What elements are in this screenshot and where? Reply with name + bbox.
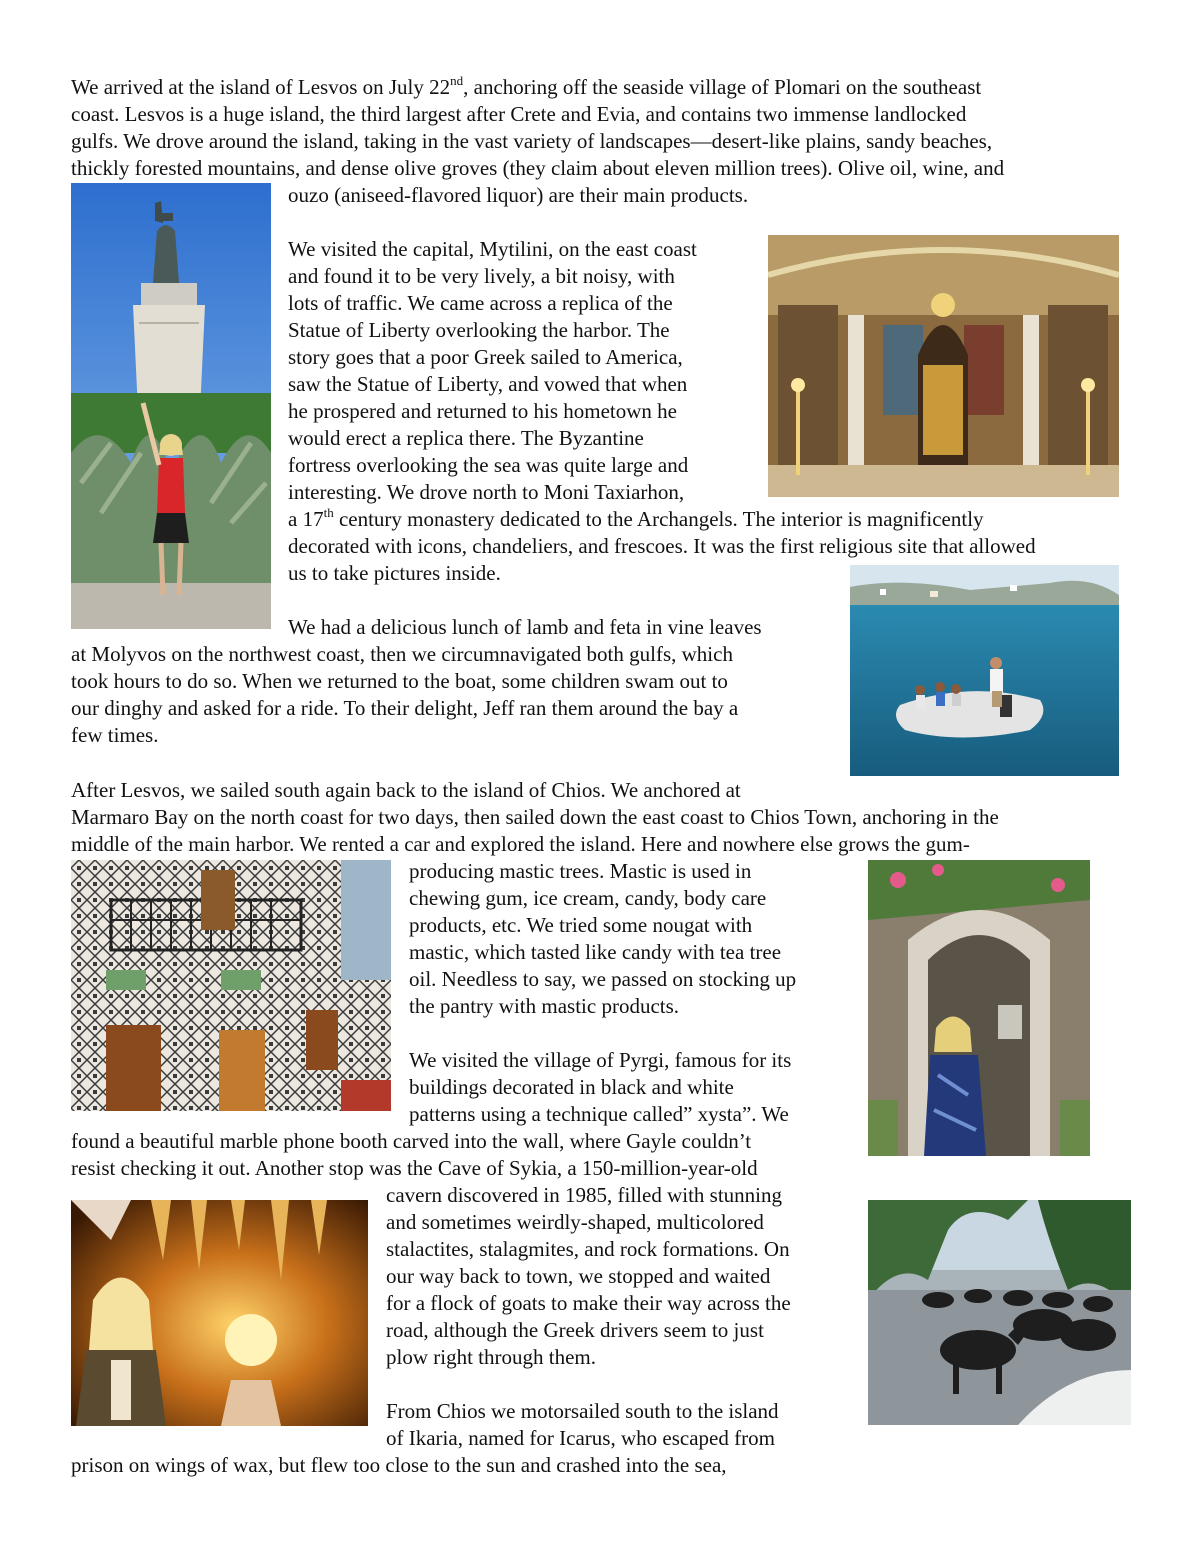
- text-line: mastic, which tasted like candy with tea tree: [409, 940, 782, 964]
- text-line: thickly forested mountains, and dense olive groves (they claim about eleven million trees). Olive oil, wine, and: [71, 156, 1005, 180]
- text-line: We visited the capital, Mytilini, on the east coast: [288, 237, 697, 261]
- text-line: After Lesvos, we sailed south again back to the island of Chios. We anchored at: [71, 778, 741, 802]
- text-line: saw the Statue of Liberty, and vowed that when: [288, 372, 688, 396]
- pyrgi-buildings-photo: [71, 860, 391, 1111]
- text-line: chewing gum, ice cream, candy, body care: [409, 886, 767, 910]
- text-line: decorated with icons, chandeliers, and frescoes. It was the first religious site that allowed: [288, 534, 1036, 558]
- text-line: us to take pictures inside.: [288, 561, 501, 585]
- text-line: of Ikaria, named for Icarus, who escaped from: [386, 1426, 775, 1450]
- text-line: oil. Needless to say, we passed on stocking up: [409, 967, 797, 991]
- text-line: and sometimes weirdly-shaped, multicolored: [386, 1210, 764, 1234]
- text-line: ouzo (aniseed-flavored liquor) are their main products.: [288, 183, 749, 207]
- text-line: prison on wings of wax, but flew too close to the sun and crashed into the sea,: [71, 1453, 727, 1477]
- goats-on-road-photo: [868, 1200, 1131, 1425]
- text-line: at Molyvos on the northwest coast, then we circumnavigated both gulfs, which: [71, 642, 733, 666]
- text-line: patterns using a technique called” xysta”. We: [409, 1102, 789, 1126]
- text-line: lots of traffic. We came across a replica of the: [288, 291, 673, 315]
- text-line: cavern discovered in 1985, filled with stunning: [386, 1183, 782, 1207]
- monastery-interior-photo: [768, 235, 1119, 497]
- text-line: We arrived at the island of Lesvos on July 22nd, anchoring off the seaside village of Plomari on the southeast: [71, 73, 982, 99]
- text-line: From Chios we motorsailed south to the island: [386, 1399, 779, 1423]
- text-line: took hours to do so. When we returned to the boat, some children swam out to: [71, 669, 728, 693]
- cave-of-sykia-photo: [71, 1200, 368, 1426]
- text-line: would erect a replica there. The Byzantine: [288, 426, 644, 450]
- text-line: our dinghy and asked for a ride. To their delight, Jeff ran them around the bay a: [71, 696, 739, 720]
- text-line: our way back to town, we stopped and waited: [386, 1264, 771, 1288]
- text-line: coast. Lesvos is a huge island, the third largest after Crete and Evia, and contains two immense landlocked: [71, 102, 967, 126]
- text-line: producing mastic trees. Mastic is used in: [409, 859, 752, 883]
- text-line: gulfs. We drove around the island, taking in the vast variety of landscapes—desert-like plains, sandy beaches,: [71, 129, 993, 153]
- text-line: fortress overlooking the sea was quite large and: [288, 453, 689, 477]
- text-line: We visited the village of Pyrgi, famous for its: [409, 1048, 792, 1072]
- text-line: resist checking it out. Another stop was the Cave of Sykia, a 150-million-year-old: [71, 1156, 758, 1180]
- text-line: products, etc. We tried some nougat with: [409, 913, 753, 937]
- text-line: he prospered and returned to his hometown he: [288, 399, 677, 423]
- text-line: few times.: [71, 723, 159, 747]
- text-line: road, although the Greek drivers seem to just: [386, 1318, 764, 1342]
- text-line: and found it to be very lively, a bit noisy, with: [288, 264, 675, 288]
- text-line: interesting. We drove north to Moni Taxiarhon,: [288, 480, 685, 504]
- text-line: story goes that a poor Greek sailed to America,: [288, 345, 683, 369]
- text-line: plow right through them.: [386, 1345, 596, 1369]
- text-line: Statue of Liberty overlooking the harbor. The: [288, 318, 670, 342]
- text-line: for a flock of goats to make their way across the: [386, 1291, 791, 1315]
- text-line: Marmaro Bay on the north coast for two days, then sailed down the east coast to Chios Town, anchoring in the: [71, 805, 999, 829]
- statue-of-liberty-photo: [71, 183, 271, 629]
- text-line: We had a delicious lunch of lamb and feta in vine leaves: [288, 615, 762, 639]
- text-line: the pantry with mastic products.: [409, 994, 680, 1018]
- text-line: middle of the main harbor. We rented a car and explored the island. Here and nowhere else grows the gum-: [71, 832, 970, 856]
- text-line: a 17th century monastery dedicated to the Archangels. The interior is magnificently: [288, 505, 984, 531]
- text-line: stalactites, stalagmites, and rock formations. On: [386, 1237, 790, 1261]
- text-line: found a beautiful marble phone booth carved into the wall, where Gayle couldn’t: [71, 1129, 752, 1153]
- phone-booth-photo: [868, 860, 1090, 1156]
- dinghy-photo: [850, 565, 1119, 776]
- text-line: buildings decorated in black and white: [409, 1075, 734, 1099]
